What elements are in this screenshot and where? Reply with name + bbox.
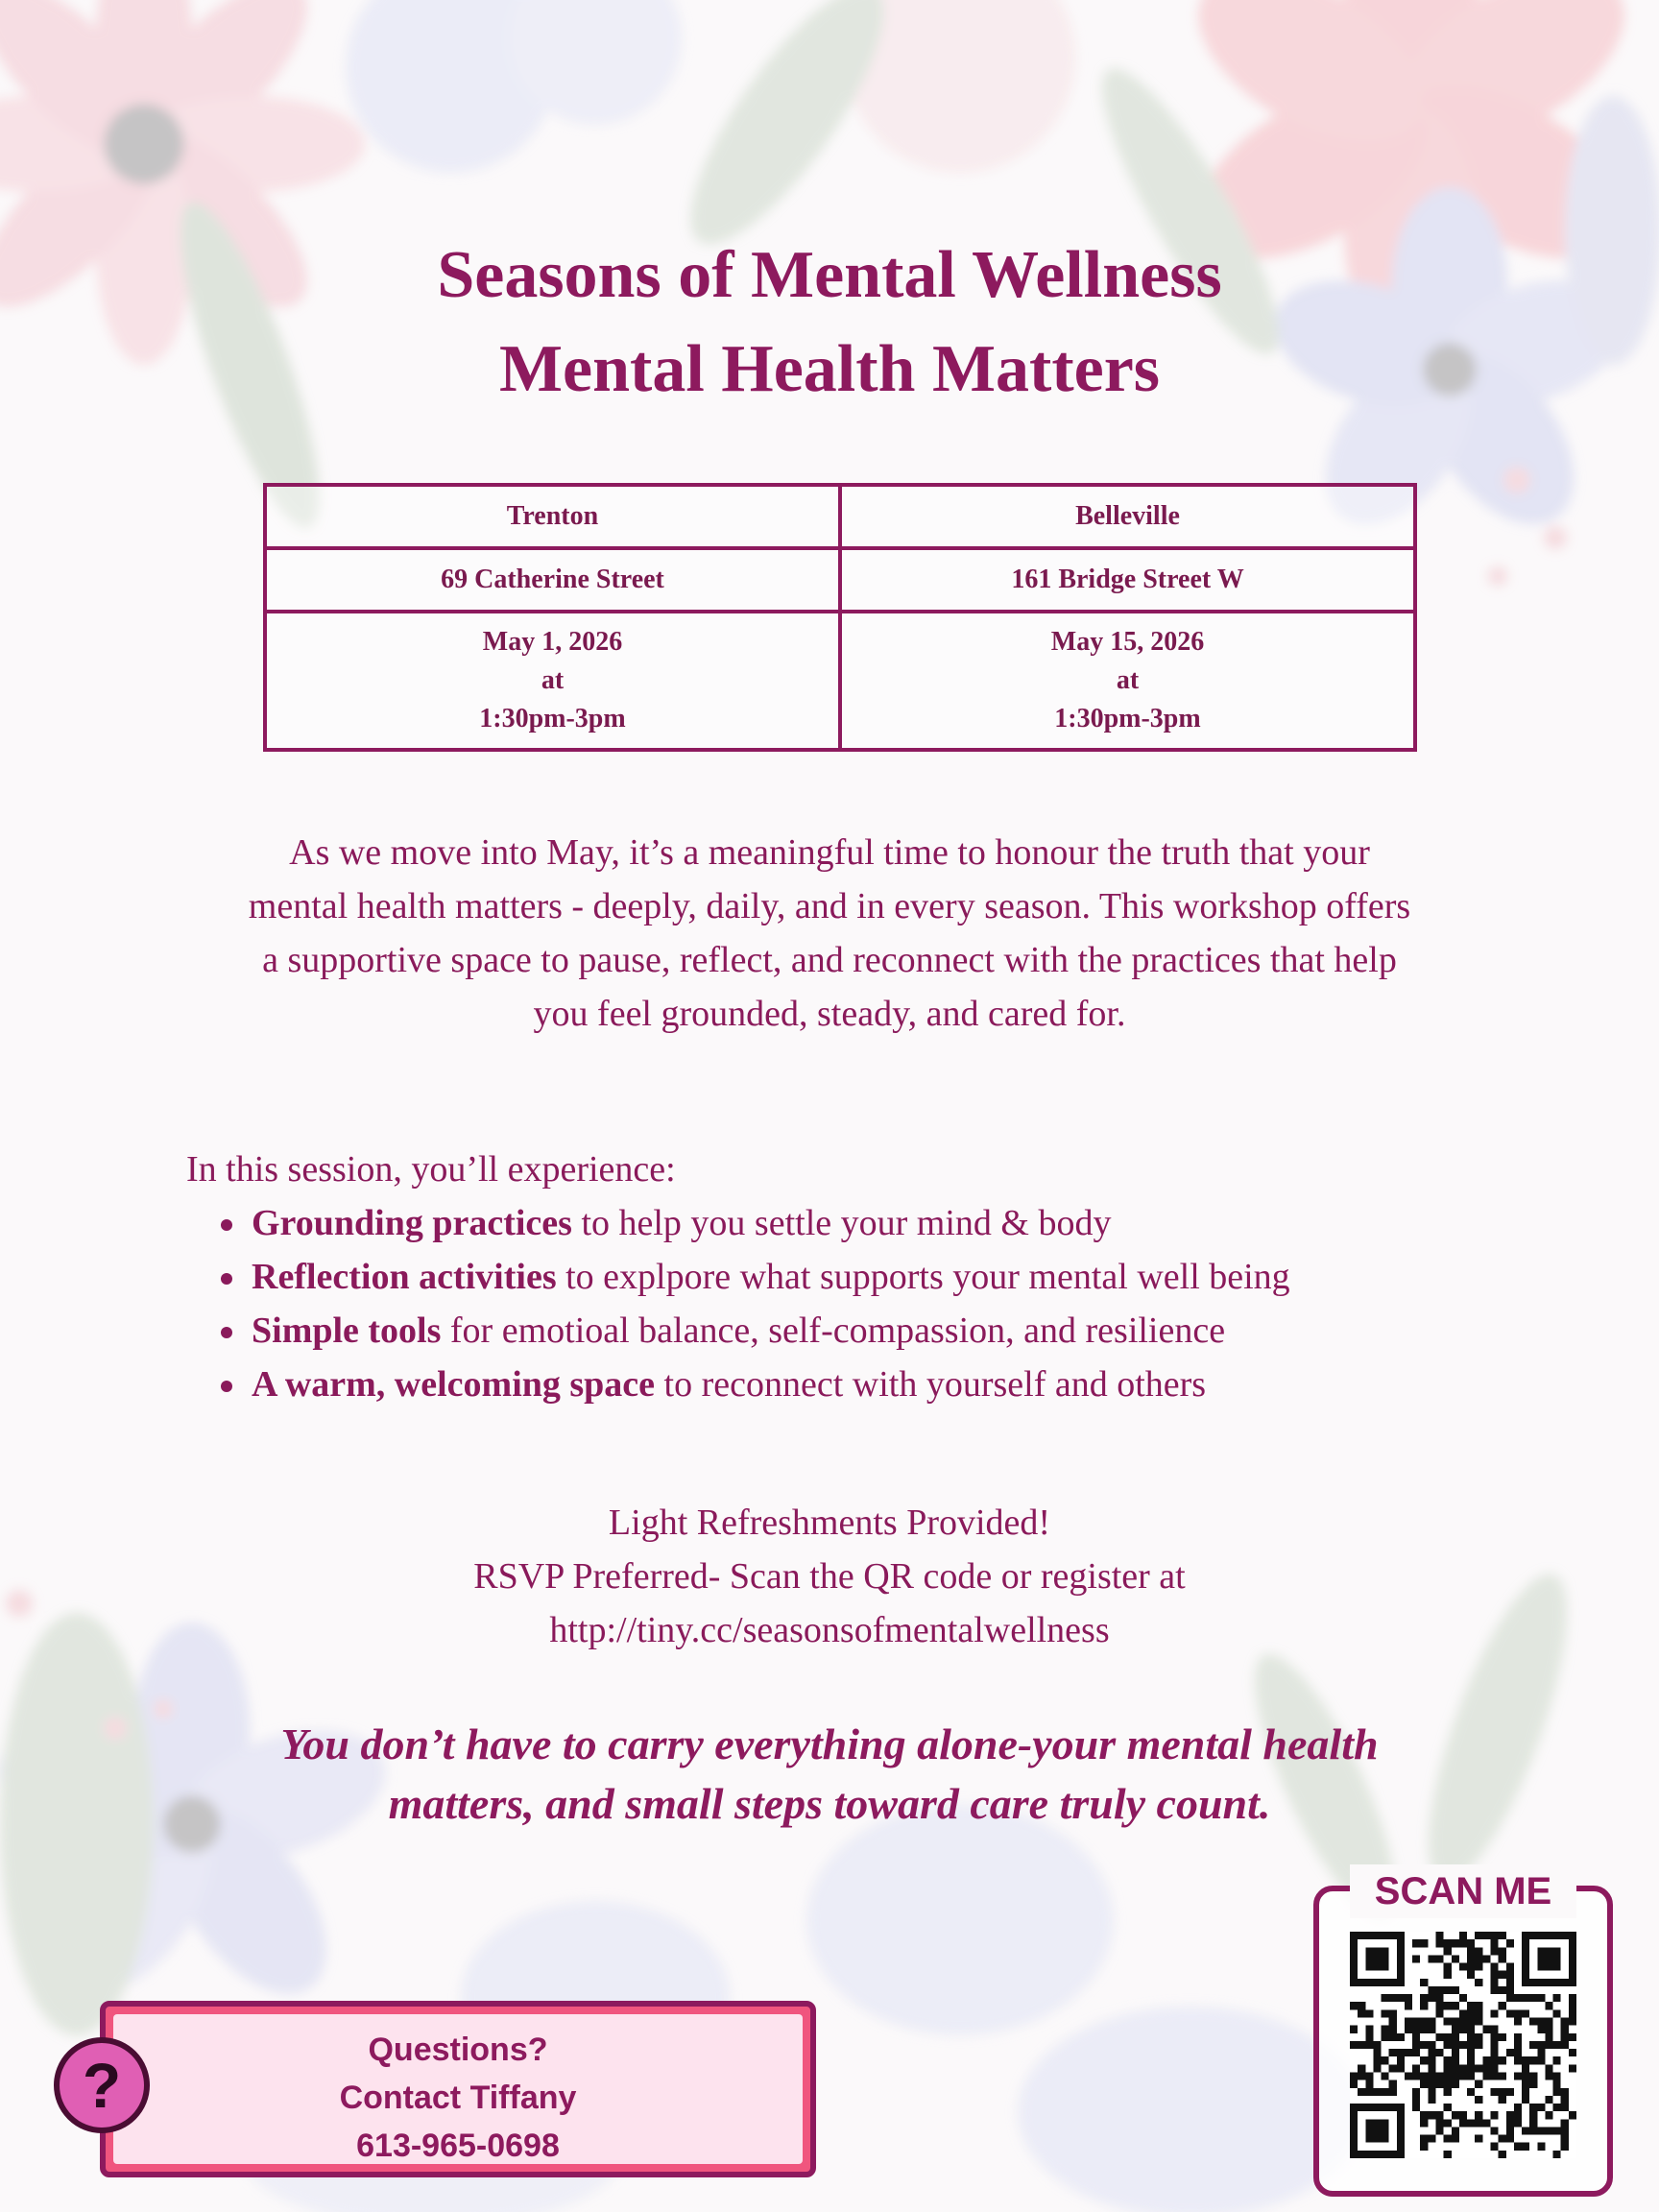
intro-line: you feel grounded, steady, and cared for. bbox=[533, 994, 1126, 1034]
list-item-bold: A warm, welcoming space bbox=[252, 1364, 656, 1405]
venue-address-trenton: 69 Catherine Street bbox=[265, 548, 840, 612]
list-item-text: to help you settle your mind & body bbox=[571, 1203, 1112, 1243]
table-row bbox=[265, 612, 1415, 750]
venue-time: 1:30pm-3pm bbox=[479, 704, 626, 733]
venue-date: May 15, 2026 bbox=[1050, 627, 1205, 657]
title-line-1: Seasons of Mental Wellness bbox=[437, 238, 1222, 312]
venue-address-belleville: 161 Bridge Street W bbox=[840, 548, 1415, 612]
venue-at: at bbox=[541, 665, 565, 695]
intro-line: a supportive space to pause, reflect, and reconnect with the practices that help bbox=[262, 940, 1397, 980]
contact-phone[interactable]: 613-965-0698 bbox=[356, 2128, 560, 2164]
venue-at: at bbox=[1116, 665, 1140, 695]
tagline-line: You don’t have to carry everything alone-your mental health bbox=[280, 1719, 1379, 1768]
intro-paragraph bbox=[144, 826, 1515, 1041]
registration-link[interactable]: http://tiny.cc/seasonsofmentalwellness bbox=[549, 1610, 1110, 1650]
venue-name-trenton: Trenton bbox=[265, 485, 840, 548]
refreshments-text: Light Refreshments Provided! bbox=[608, 1503, 1051, 1543]
page-title bbox=[0, 228, 1659, 417]
venue-date: May 1, 2026 bbox=[482, 627, 623, 657]
list-item bbox=[217, 1250, 1290, 1304]
table-row bbox=[265, 548, 1415, 612]
contact-name: Contact Tiffany bbox=[339, 2080, 577, 2116]
rsvp-text: RSVP Preferred- Scan the QR code or register at bbox=[473, 1556, 1186, 1597]
list-item-text: for emotioal balance, self-compassion, and resilience bbox=[441, 1310, 1226, 1351]
qr-code-icon[interactable] bbox=[1350, 1932, 1576, 2158]
tagline bbox=[0, 1715, 1659, 1834]
session-list bbox=[217, 1196, 1290, 1411]
session-lead: In this session, you’ll experience: bbox=[186, 1149, 676, 1190]
bullet-icon bbox=[221, 1219, 232, 1231]
table-row bbox=[265, 485, 1415, 548]
contact-heading: Questions? bbox=[368, 2032, 548, 2068]
contact-box bbox=[100, 2001, 816, 2177]
list-item-bold: Simple tools bbox=[252, 1310, 442, 1351]
list-item-text: to explpore what supports your mental well being bbox=[556, 1257, 1290, 1297]
list-item bbox=[217, 1304, 1290, 1358]
bullet-icon bbox=[221, 1381, 232, 1392]
venue-time: 1:30pm-3pm bbox=[1054, 704, 1201, 733]
intro-line: As we move into May, it’s a meaningful time to honour the truth that your bbox=[289, 832, 1370, 873]
list-item bbox=[217, 1358, 1290, 1411]
bullet-icon bbox=[221, 1273, 232, 1285]
list-item bbox=[217, 1196, 1290, 1250]
contact-content bbox=[113, 2014, 803, 2164]
venue-datetime-belleville bbox=[840, 612, 1415, 750]
rsvp-info bbox=[0, 1496, 1659, 1657]
tagline-line: matters, and small steps toward care truly count. bbox=[388, 1779, 1271, 1828]
scan-me-label: SCAN ME bbox=[1350, 1864, 1576, 1918]
venue-datetime-trenton bbox=[265, 612, 840, 750]
bullet-icon bbox=[221, 1327, 232, 1338]
list-item-bold: Grounding practices bbox=[252, 1203, 572, 1243]
list-item-text: to reconnect with yourself and others bbox=[655, 1364, 1207, 1405]
title-line-2: Mental Health Matters bbox=[498, 332, 1161, 406]
venue-table bbox=[263, 483, 1417, 752]
intro-line: mental health matters - deeply, daily, and in every season. This workshop offers bbox=[248, 886, 1411, 926]
question-mark-icon: ? bbox=[54, 2037, 150, 2133]
list-item-bold: Reflection activities bbox=[252, 1257, 557, 1297]
venue-name-belleville: Belleville bbox=[840, 485, 1415, 548]
